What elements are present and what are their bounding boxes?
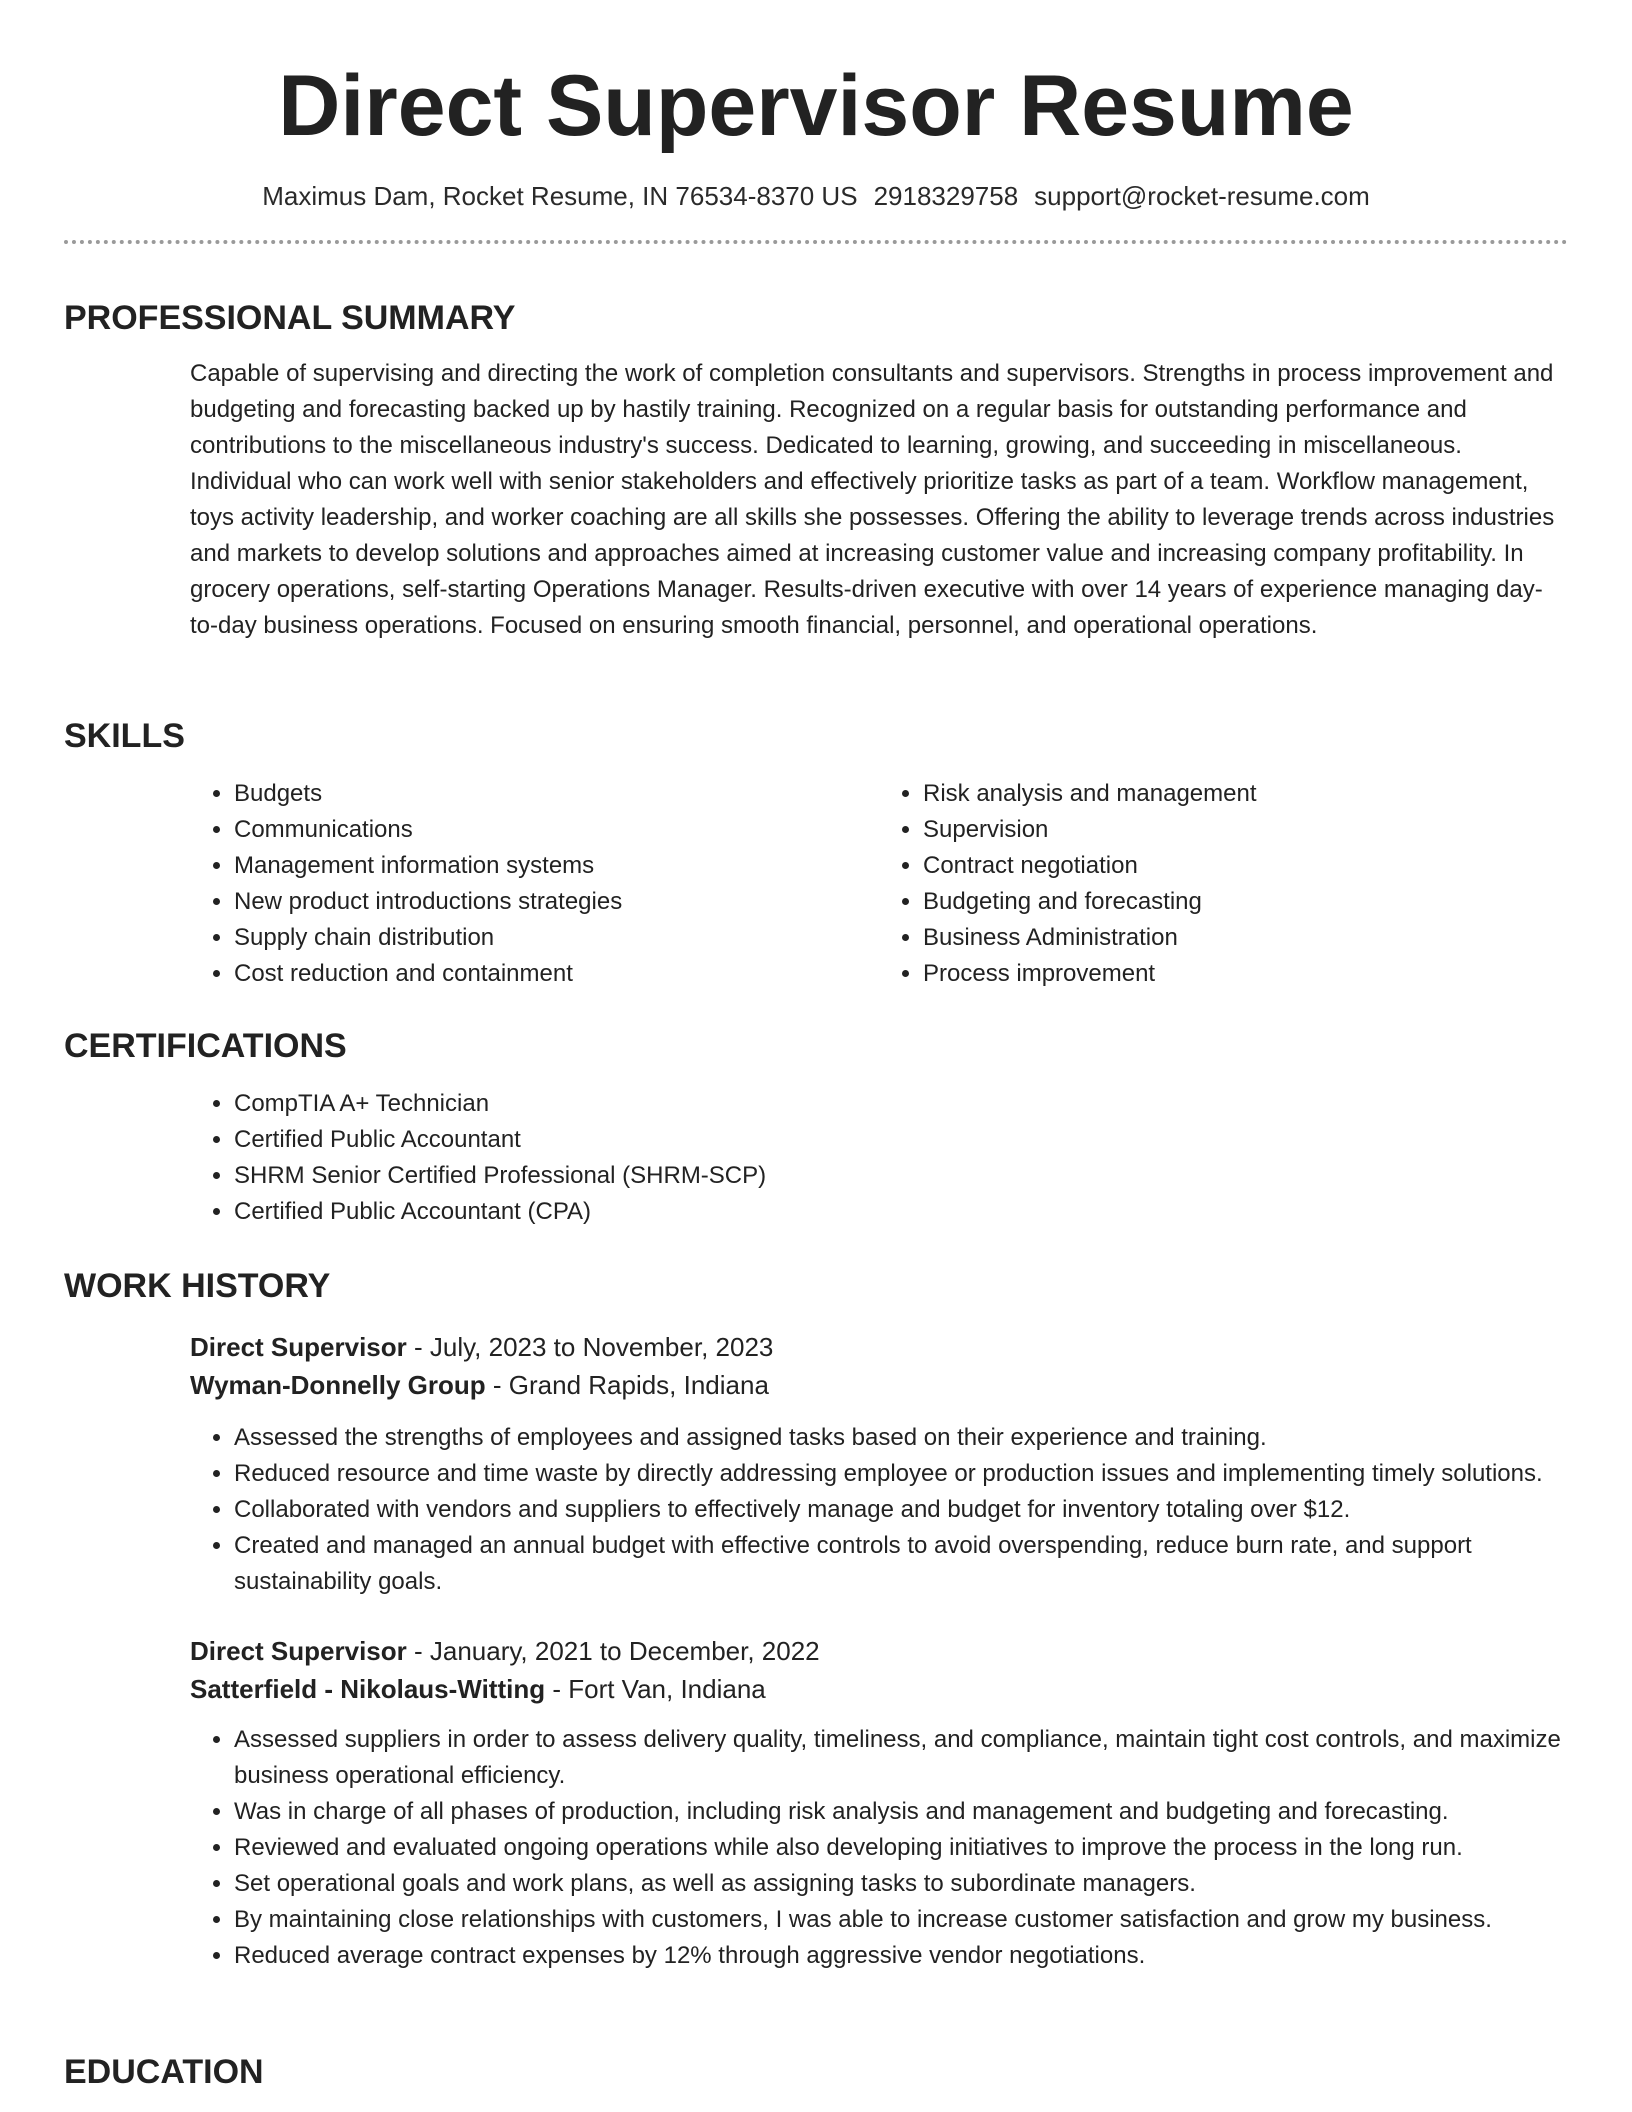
job-bullets — [190, 1722, 1568, 1974]
summary-text: Capable of supervising and directing the work of completion consultants and supervisors. Strengths in process improvement and budgeting and forecasting backed up by hastily training. Recognized on a regular basis for outstanding performance and contributions to the miscellaneous industry's success. Dedicated to learning, growing, and succeeding in miscellaneous. Individual who can work well with senior stakeholders and effectively prioritize tasks as part of a team. Workflow management, toys activity leadership, and worker coaching are all skills she possesses. Offering the ability to leverage trends across industries and markets to develop solutions and approaches aimed at increasing customer value and increasing company profitability. In grocery operations, self-starting Operations Manager. Results-driven executive with over 14 years of experience managing day-to-day business operations. Focused on ensuring smooth financial, personnel, and operational operations. — [190, 360, 1555, 639]
job-dates: - July, 2023 to November, 2023 — [406, 1332, 774, 1362]
job-bullet: • Assessed suppliers in order to assess delivery quality, timeliness, and compliance, maintain tight cost controls, and maximize business operational efficiency. — [234, 1722, 1568, 1794]
job-bullets — [190, 1420, 1568, 1600]
job-bullet: • By maintaining close relationships with customers, I was able to increase customer satisfaction and grow my business. — [234, 1902, 1568, 1938]
summary-section — [64, 296, 1568, 644]
skills-section — [64, 714, 1568, 992]
work-history-heading: WORK HISTORY — [64, 1267, 331, 1305]
header-divider — [64, 240, 1568, 244]
job-bullet: • Reduced resource and time waste by directly addressing employee or production issues and implementing timely solutions. — [234, 1456, 1568, 1492]
job-location: - Grand Rapids, Indiana — [485, 1370, 769, 1400]
job-location: - Fort Van, Indiana — [545, 1674, 766, 1704]
certification-item: • CompTIA A+ Technician — [234, 1086, 1568, 1122]
certification-item: • Certified Public Accountant — [234, 1122, 1568, 1158]
job-bullet: • Assessed the strengths of employees and assigned tasks based on their experience and training. — [234, 1420, 1568, 1456]
skills-list-right — [879, 776, 1568, 992]
job-title: Direct Supervisor — [190, 1332, 407, 1362]
job-company: Satterfield - Nikolaus-Witting — [190, 1674, 546, 1704]
skill-item: • Cost reduction and containment — [234, 956, 879, 992]
resume-page — [64, 0, 1568, 2091]
job-company-line — [190, 1366, 1568, 1404]
skill-item: • Supervision — [923, 812, 1568, 848]
contact-email[interactable]: support@rocket-resume.com — [1034, 181, 1370, 211]
job-entry — [190, 1328, 1568, 1600]
skill-item: • Management information systems — [234, 848, 879, 884]
certifications-heading: CERTIFICATIONS — [64, 1027, 347, 1065]
job-bullet: • Collaborated with vendors and suppliers to effectively manage and budget for inventory totaling over $12. — [234, 1492, 1568, 1528]
skills-grid — [190, 776, 1568, 992]
skill-item: • Supply chain distribution — [234, 920, 879, 956]
summary-heading: PROFESSIONAL SUMMARY — [64, 299, 516, 337]
skill-item: • Communications — [234, 812, 879, 848]
education-section — [64, 2050, 1568, 2094]
skill-item: • Process improvement — [923, 956, 1568, 992]
job-dates: - January, 2021 to December, 2022 — [406, 1636, 820, 1666]
certification-item: • SHRM Senior Certified Professional (SHRM-SCP) — [234, 1158, 1568, 1194]
skill-item: • New product introductions strategies — [234, 884, 879, 920]
job-bullet: • Set operational goals and work plans, as well as assigning tasks to subordinate managers. — [234, 1866, 1568, 1902]
contact-line — [64, 178, 1568, 214]
job-company: Wyman-Donnelly Group — [190, 1370, 486, 1400]
certification-item: • Certified Public Accountant (CPA) — [234, 1194, 1568, 1230]
skill-item: • Budgets — [234, 776, 879, 812]
skills-heading: SKILLS — [64, 717, 185, 755]
work-history-section — [64, 1264, 1568, 1974]
contact-phone: 2918329758 — [873, 181, 1019, 211]
job-title: Direct Supervisor — [190, 1636, 407, 1666]
contact-address: Maximus Dam, Rocket Resume, IN 76534-8370 US — [262, 181, 858, 211]
job-title-line — [190, 1328, 1568, 1366]
skill-item: • Risk analysis and management — [923, 776, 1568, 812]
job-company-line — [190, 1670, 1568, 1708]
job-bullet: • Reduced average contract expenses by 12% through aggressive vendor negotiations. — [234, 1938, 1568, 1974]
resume-title: Direct Supervisor Resume — [278, 58, 1354, 154]
education-heading: EDUCATION — [64, 2053, 264, 2091]
skill-item: • Contract negotiation — [923, 848, 1568, 884]
job-entry — [190, 1632, 1568, 1974]
job-bullet: • Reviewed and evaluated ongoing operations while also developing initiatives to improve the process in the long run. — [234, 1830, 1568, 1866]
skills-list-left — [190, 776, 879, 992]
job-bullet: • Was in charge of all phases of production, including risk analysis and management and budgeting and forecasting. — [234, 1794, 1568, 1830]
skill-item: • Business Administration — [923, 920, 1568, 956]
skill-item: • Budgeting and forecasting — [923, 884, 1568, 920]
job-title-line — [190, 1632, 1568, 1670]
job-bullet: • Created and managed an annual budget with effective controls to avoid overspending, reduce burn rate, and support sustainability goals. — [234, 1528, 1568, 1600]
certifications-section — [64, 1024, 1568, 1230]
certifications-list — [190, 1086, 1568, 1230]
